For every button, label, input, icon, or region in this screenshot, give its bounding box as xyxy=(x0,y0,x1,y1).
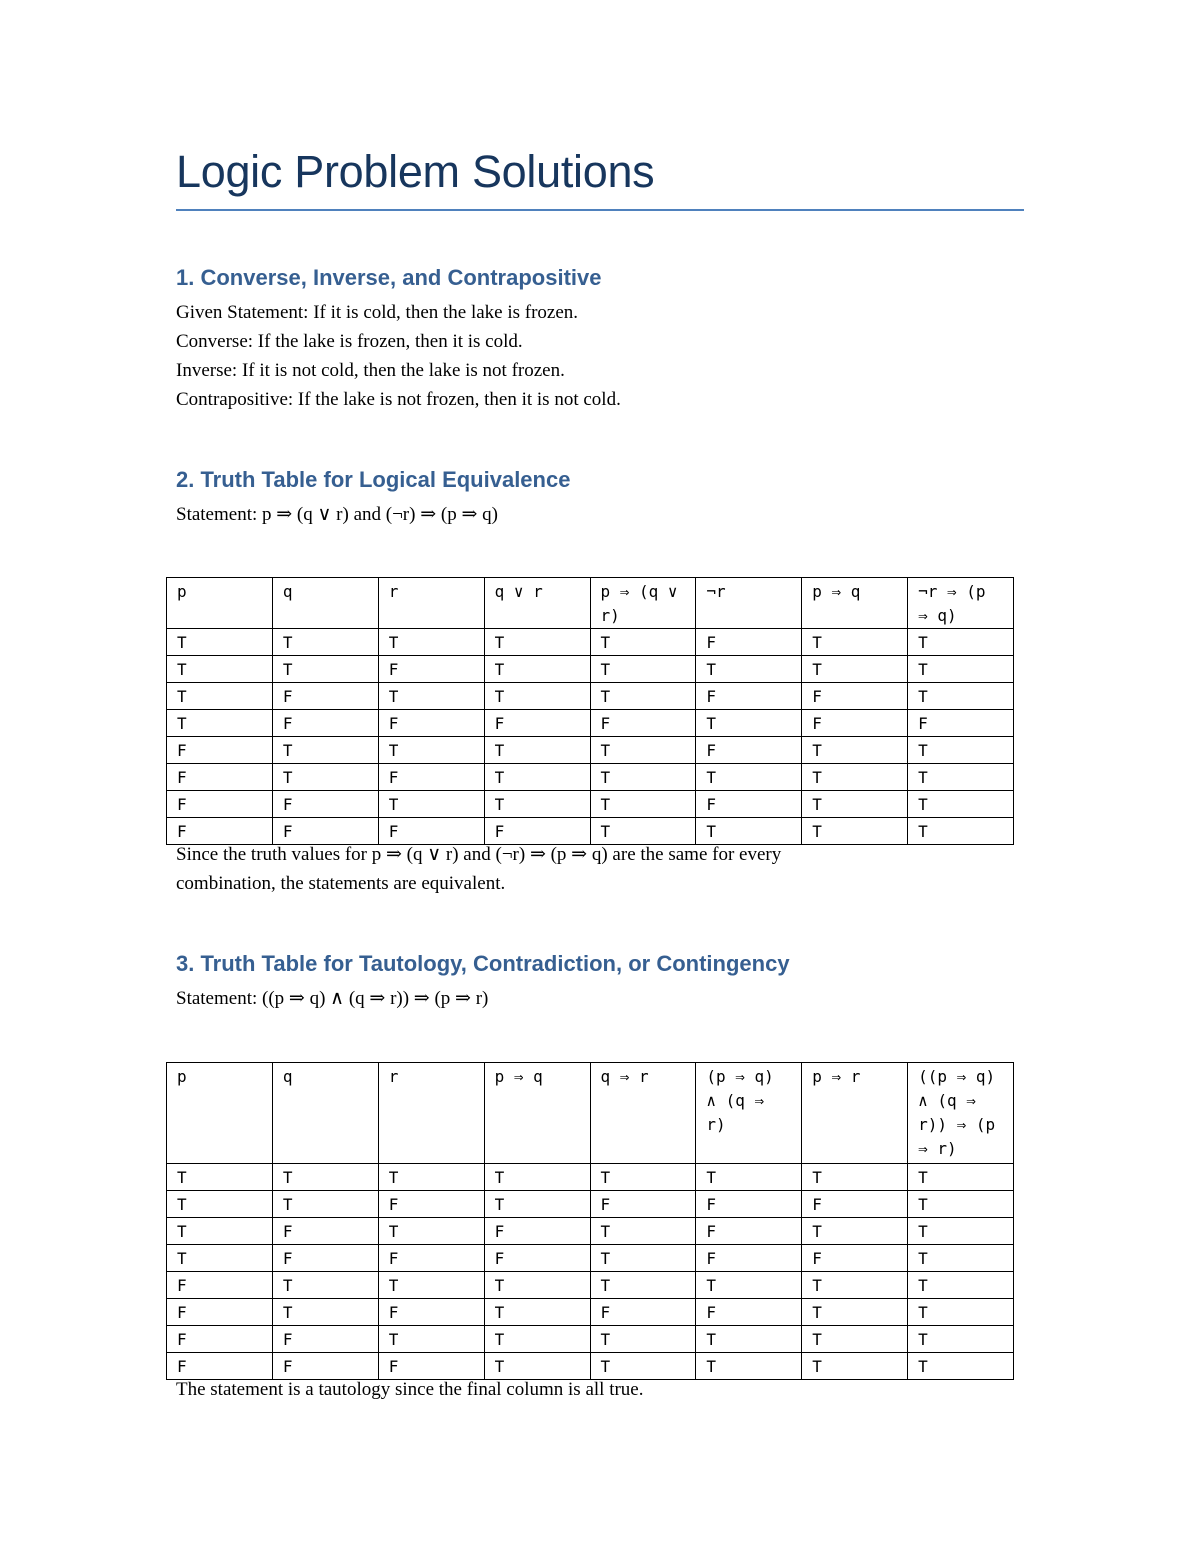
table-cell: T xyxy=(272,1272,378,1299)
section1-heading: 1. Converse, Inverse, and Contrapositive xyxy=(176,265,602,290)
given-statement: Given Statement: If it is cold, then the lake is frozen. xyxy=(176,302,579,323)
table-header-cell: p ⇒ q xyxy=(802,578,908,629)
table-header-cell: p ⇒ r xyxy=(802,1063,908,1164)
table-header-cell: ((p ⇒ q) ∧ (q ⇒ r)) ⇒ (p ⇒ r) xyxy=(908,1063,1014,1164)
table-cell: T xyxy=(590,791,696,818)
table-cell: F xyxy=(696,1245,802,1272)
table-cell: T xyxy=(484,1191,590,1218)
table-header-cell: ¬r ⇒ (p ⇒ q) xyxy=(908,578,1014,629)
table-cell: T xyxy=(272,1191,378,1218)
table-header-cell: p xyxy=(167,578,273,629)
table-cell: T xyxy=(272,1164,378,1191)
table-cell: F xyxy=(167,1353,273,1380)
table-cell: T xyxy=(696,1272,802,1299)
table-cell: F xyxy=(696,737,802,764)
table-cell: T xyxy=(484,1326,590,1353)
table-cell: T xyxy=(908,629,1014,656)
table-cell: F xyxy=(378,1245,484,1272)
inverse-statement: Inverse: If it is not cold, then the lake is not frozen. xyxy=(176,360,565,381)
table-row xyxy=(167,1299,1014,1326)
table-cell: F xyxy=(378,1299,484,1326)
table-row xyxy=(167,710,1014,737)
table-cell: F xyxy=(167,1326,273,1353)
table-cell: T xyxy=(378,1218,484,1245)
table-cell: T xyxy=(908,1191,1014,1218)
table-cell: F xyxy=(696,629,802,656)
table-header-cell: q xyxy=(272,578,378,629)
table-cell: T xyxy=(908,656,1014,683)
table-cell: F xyxy=(802,710,908,737)
table-cell: T xyxy=(696,1326,802,1353)
table-cell: T xyxy=(802,656,908,683)
table-cell: F xyxy=(167,791,273,818)
table-cell: F xyxy=(484,1218,590,1245)
equivalence-truth-table xyxy=(166,577,1014,845)
table-cell: T xyxy=(590,1326,696,1353)
table-cell: T xyxy=(908,1245,1014,1272)
table-cell: T xyxy=(378,629,484,656)
section2-heading: 2. Truth Table for Logical Equivalence xyxy=(176,467,571,492)
table-cell: F xyxy=(272,683,378,710)
table-row xyxy=(167,1326,1014,1353)
table-header-cell: q xyxy=(272,1063,378,1164)
table-cell: T xyxy=(590,1353,696,1380)
table-cell: F xyxy=(484,1245,590,1272)
section2-conclusion-line1: Since the truth values for p ⇒ (q ∨ r) and (¬r) ⇒ (p ⇒ q) are the same for every xyxy=(176,844,782,865)
table-cell: T xyxy=(272,629,378,656)
table-row xyxy=(167,791,1014,818)
table-cell: T xyxy=(484,1353,590,1380)
table-cell: T xyxy=(590,1218,696,1245)
table-cell: T xyxy=(167,1245,273,1272)
table-row xyxy=(167,683,1014,710)
section3-statement-text: Statement: ((p ⇒ q) ∧ (q ⇒ r)) ⇒ (p ⇒ r) xyxy=(176,988,489,1009)
table-cell: T xyxy=(802,1272,908,1299)
table-cell: T xyxy=(484,683,590,710)
table-cell: F xyxy=(696,791,802,818)
table-cell: T xyxy=(802,1299,908,1326)
table-cell: F xyxy=(167,1272,273,1299)
table-cell: F xyxy=(802,1191,908,1218)
table-cell: F xyxy=(696,1299,802,1326)
table-cell: T xyxy=(590,764,696,791)
table-header-cell: r xyxy=(378,1063,484,1164)
table-cell: T xyxy=(590,737,696,764)
table-cell: F xyxy=(272,818,378,845)
title-underline xyxy=(176,209,1024,211)
table-cell: F xyxy=(272,1245,378,1272)
table-cell: T xyxy=(378,1164,484,1191)
page-title: Logic Problem Solutions xyxy=(176,146,655,197)
table-cell: F xyxy=(696,1191,802,1218)
table-cell: F xyxy=(272,791,378,818)
table-cell: T xyxy=(908,1326,1014,1353)
table-row xyxy=(167,764,1014,791)
table-header-cell: p ⇒ (q ∨ r) xyxy=(590,578,696,629)
table-cell: T xyxy=(590,1272,696,1299)
table-cell: T xyxy=(272,764,378,791)
table-cell: T xyxy=(378,737,484,764)
table-cell: F xyxy=(167,764,273,791)
table-header-cell: ¬r xyxy=(696,578,802,629)
table-cell: T xyxy=(167,1164,273,1191)
table-cell: T xyxy=(802,791,908,818)
table-cell: T xyxy=(167,683,273,710)
table-cell: T xyxy=(802,737,908,764)
table-cell: T xyxy=(484,791,590,818)
table-cell: T xyxy=(802,629,908,656)
table-cell: T xyxy=(696,1164,802,1191)
table-cell: T xyxy=(272,737,378,764)
table-cell: F xyxy=(590,1299,696,1326)
table-header-row xyxy=(167,1063,1014,1164)
table-cell: T xyxy=(378,1326,484,1353)
table-cell: F xyxy=(590,1191,696,1218)
table-cell: F xyxy=(272,710,378,737)
table-cell: F xyxy=(802,683,908,710)
table-cell: T xyxy=(484,1299,590,1326)
table-cell: T xyxy=(908,737,1014,764)
section3-heading: 3. Truth Table for Tautology, Contradiction, or Contingency xyxy=(176,951,790,976)
table-cell: T xyxy=(908,818,1014,845)
table-cell: T xyxy=(590,629,696,656)
table-cell: T xyxy=(272,656,378,683)
table-cell: T xyxy=(378,1272,484,1299)
table-cell: F xyxy=(696,1218,802,1245)
table-header-cell: r xyxy=(378,578,484,629)
section3-conclusion xyxy=(176,1375,644,1404)
table-cell: T xyxy=(802,1326,908,1353)
table-cell: T xyxy=(378,791,484,818)
table-cell: T xyxy=(167,656,273,683)
table-cell: T xyxy=(908,1272,1014,1299)
table-cell: T xyxy=(696,656,802,683)
table-cell: T xyxy=(696,710,802,737)
table-cell: T xyxy=(167,710,273,737)
table-cell: F xyxy=(167,737,273,764)
table-row xyxy=(167,1164,1014,1191)
table-row xyxy=(167,737,1014,764)
table-cell: F xyxy=(908,710,1014,737)
table-header-cell: q ∨ r xyxy=(484,578,590,629)
table-cell: T xyxy=(908,1164,1014,1191)
table-cell: T xyxy=(802,1353,908,1380)
table-cell: F xyxy=(272,1353,378,1380)
table-cell: T xyxy=(484,629,590,656)
table-cell: T xyxy=(908,1353,1014,1380)
table-cell: T xyxy=(802,1218,908,1245)
table-cell: T xyxy=(802,764,908,791)
table-cell: T xyxy=(908,1299,1014,1326)
table-cell: T xyxy=(908,683,1014,710)
table-cell: T xyxy=(167,1218,273,1245)
table-cell: T xyxy=(590,683,696,710)
table-cell: T xyxy=(590,1164,696,1191)
table-row xyxy=(167,1218,1014,1245)
table-row xyxy=(167,1245,1014,1272)
table-cell: T xyxy=(802,818,908,845)
section3-statement xyxy=(176,984,488,1013)
table-cell: F xyxy=(378,656,484,683)
table-cell: T xyxy=(484,737,590,764)
table-header-cell: (p ⇒ q) ∧ (q ⇒ r) xyxy=(696,1063,802,1164)
table-row xyxy=(167,1272,1014,1299)
table-cell: T xyxy=(484,1272,590,1299)
section2-conclusion-line2: combination, the statements are equivalent. xyxy=(176,873,506,894)
table-header-row xyxy=(167,578,1014,629)
table-header-cell: p ⇒ q xyxy=(484,1063,590,1164)
table-cell: T xyxy=(167,629,273,656)
table-cell: T xyxy=(590,818,696,845)
table-cell: T xyxy=(272,1299,378,1326)
table-row xyxy=(167,629,1014,656)
section1-body xyxy=(176,298,621,414)
table-cell: F xyxy=(378,1353,484,1380)
table-cell: T xyxy=(484,1164,590,1191)
table-cell: F xyxy=(590,710,696,737)
tautology-truth-table xyxy=(166,1062,1014,1380)
contrapositive-statement: Contrapositive: If the lake is not frozen, then it is not cold. xyxy=(176,389,621,410)
table-cell: F xyxy=(272,1326,378,1353)
table-cell: T xyxy=(696,764,802,791)
table-cell: T xyxy=(484,764,590,791)
table-cell: F xyxy=(802,1245,908,1272)
table-cell: F xyxy=(378,1191,484,1218)
table-cell: T xyxy=(696,818,802,845)
table-cell: T xyxy=(802,1164,908,1191)
table-cell: F xyxy=(167,1299,273,1326)
table-cell: F xyxy=(378,818,484,845)
table-cell: F xyxy=(272,1218,378,1245)
section2-statement xyxy=(176,500,498,529)
table-cell: T xyxy=(484,656,590,683)
table-cell: T xyxy=(908,1218,1014,1245)
table-row xyxy=(167,656,1014,683)
table-header-cell: q ⇒ r xyxy=(590,1063,696,1164)
table-cell: F xyxy=(378,710,484,737)
table-cell: T xyxy=(167,1191,273,1218)
section3-conclusion-text: The statement is a tautology since the final column is all true. xyxy=(176,1379,644,1400)
table-cell: T xyxy=(908,764,1014,791)
table-cell: T xyxy=(590,656,696,683)
table-cell: F xyxy=(696,683,802,710)
table-cell: F xyxy=(484,818,590,845)
section2-conclusion xyxy=(176,840,781,898)
table-cell: F xyxy=(167,818,273,845)
table-cell: T xyxy=(378,683,484,710)
table-cell: T xyxy=(590,1245,696,1272)
table-header-cell: p xyxy=(167,1063,273,1164)
section2-statement-text: Statement: p ⇒ (q ∨ r) and (¬r) ⇒ (p ⇒ q) xyxy=(176,504,498,525)
table-cell: T xyxy=(908,791,1014,818)
converse-statement: Converse: If the lake is frozen, then it is cold. xyxy=(176,331,523,352)
table-cell: F xyxy=(484,710,590,737)
table-cell: T xyxy=(696,1353,802,1380)
table-row xyxy=(167,1191,1014,1218)
table-cell: F xyxy=(378,764,484,791)
